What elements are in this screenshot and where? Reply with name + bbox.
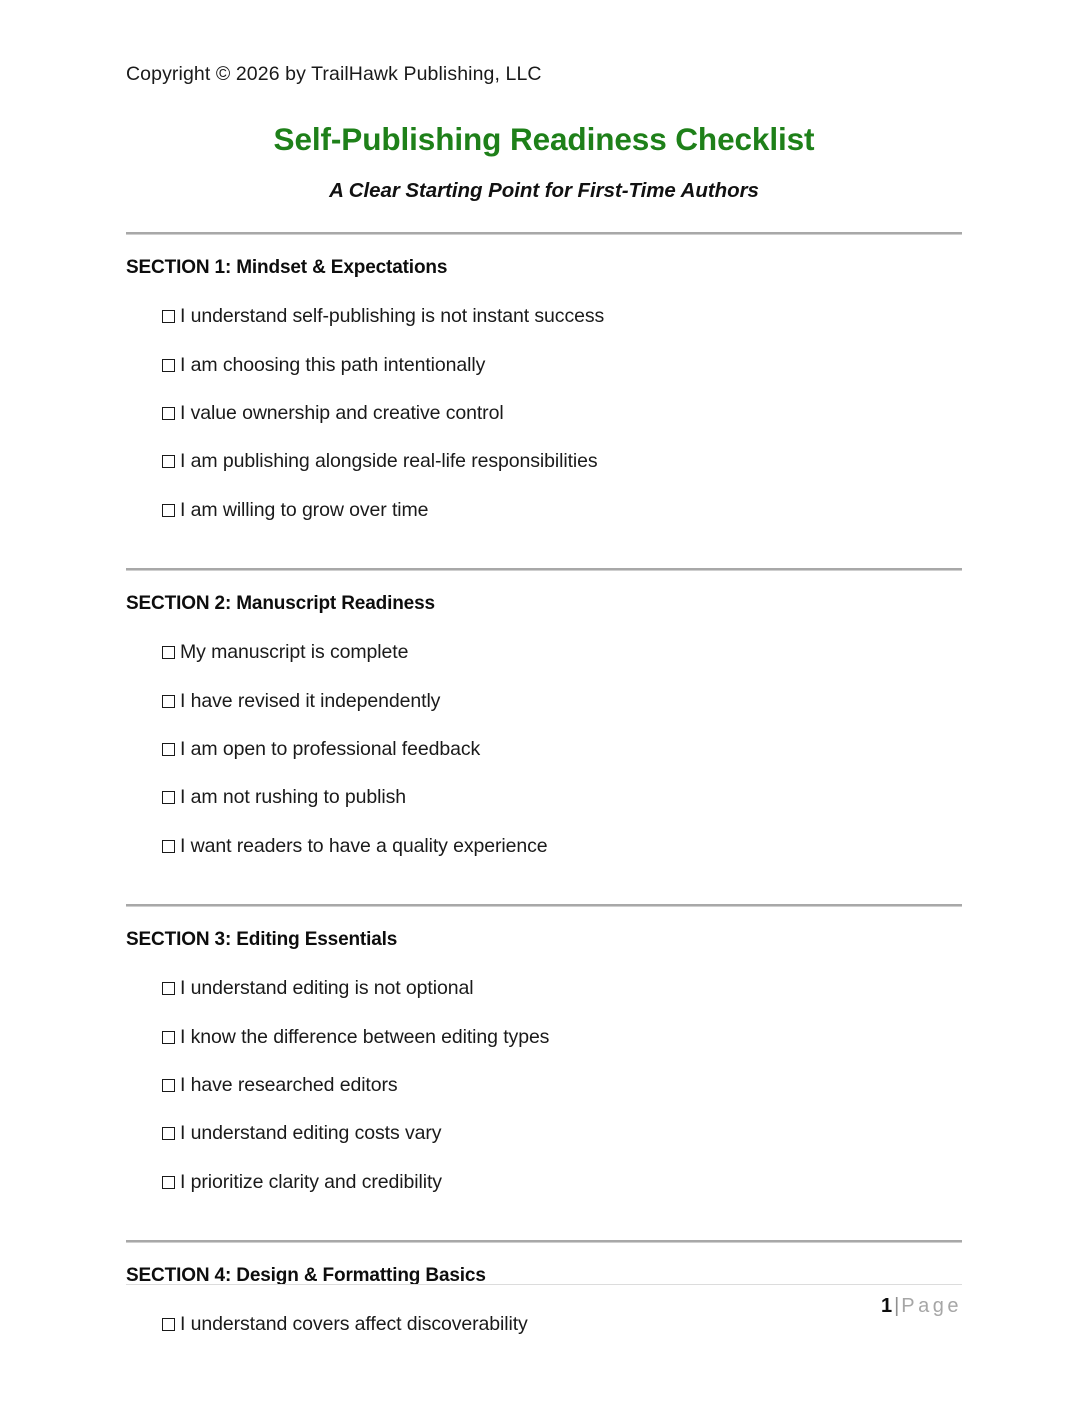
section-3-checklist [126, 977, 962, 1194]
unchecked-checkbox-icon[interactable] [162, 695, 175, 708]
checklist-item-label: I value ownership and creative control [180, 402, 504, 425]
checklist-item-label: I want readers to have a quality experience [180, 834, 548, 857]
checklist-item[interactable] [162, 1074, 962, 1097]
unchecked-checkbox-icon[interactable] [162, 407, 175, 420]
checklist-item-label: I am choosing this path intentionally [180, 353, 486, 376]
checklist-item-label: I know the difference between editing types [180, 1025, 550, 1048]
unchecked-checkbox-icon[interactable] [162, 743, 175, 756]
checklist-item-label: I am publishing alongside real-life responsibilities [180, 450, 598, 473]
checklist-item[interactable] [162, 835, 962, 858]
unchecked-checkbox-icon[interactable] [162, 1318, 175, 1331]
checklist-item[interactable] [162, 1122, 962, 1145]
section-1-checklist [126, 305, 962, 522]
spacer [126, 858, 962, 876]
section-3-heading: SECTION 3: Editing Essentials [126, 929, 398, 951]
checklist-item-label: I understand editing costs vary [180, 1122, 442, 1145]
unchecked-checkbox-icon[interactable] [162, 1176, 175, 1189]
checklist-item[interactable] [162, 402, 962, 425]
section-divider-1 [126, 568, 962, 571]
header-divider [126, 232, 962, 235]
unchecked-checkbox-icon[interactable] [162, 982, 175, 995]
page-subtitle: A Clear Starting Point for First-Time Authors [329, 178, 759, 202]
checklist-item[interactable] [162, 450, 962, 473]
document-body [126, 0, 962, 1337]
footer-page-indicator [126, 1294, 962, 1318]
unchecked-checkbox-icon[interactable] [162, 455, 175, 468]
unchecked-checkbox-icon[interactable] [162, 840, 175, 853]
checklist-item[interactable] [162, 305, 962, 328]
page-number: 1 [880, 1295, 893, 1317]
unchecked-checkbox-icon[interactable] [162, 1031, 175, 1044]
section-divider-3 [126, 1240, 962, 1243]
checklist-item[interactable] [162, 977, 962, 1000]
section-divider-2 [126, 904, 962, 907]
spacer [126, 522, 962, 540]
unchecked-checkbox-icon[interactable] [162, 359, 175, 372]
section-2-heading: SECTION 2: Manuscript Readiness [126, 593, 435, 615]
unchecked-checkbox-icon[interactable] [162, 504, 175, 517]
spacer [126, 1194, 962, 1212]
checklist-item[interactable] [162, 786, 962, 809]
unchecked-checkbox-icon[interactable] [162, 1079, 175, 1092]
unchecked-checkbox-icon[interactable] [162, 310, 175, 323]
checklist-item[interactable] [162, 738, 962, 761]
checklist-item-label: I am willing to grow over time [180, 498, 429, 521]
checklist-item-label: I am not rushing to publish [180, 786, 407, 809]
checklist-item-label: I am open to professional feedback [180, 738, 481, 761]
checklist-item-label: My manuscript is complete [180, 641, 409, 664]
page-separator: | [894, 1295, 900, 1317]
page-word-label: Page [901, 1295, 962, 1317]
section-2 [126, 593, 962, 858]
checklist-item[interactable] [162, 354, 962, 377]
section-3 [126, 929, 962, 1194]
section-1 [126, 257, 962, 522]
checklist-item-label: I have researched editors [180, 1073, 398, 1096]
copyright-line: Copyright © 2026 by TrailHawk Publishing, LLC [126, 63, 542, 85]
checklist-item[interactable] [162, 641, 962, 664]
checklist-item[interactable] [162, 690, 962, 713]
checklist-item-label: I prioritize clarity and credibility [180, 1170, 442, 1193]
unchecked-checkbox-icon[interactable] [162, 646, 175, 659]
unchecked-checkbox-icon[interactable] [162, 1127, 175, 1140]
section-2-checklist [126, 641, 962, 858]
page-title: Self-Publishing Readiness Checklist [273, 121, 815, 158]
checklist-item-label: I understand covers affect discoverability [180, 1313, 528, 1336]
section-1-heading: SECTION 1: Mindset & Expectations [126, 257, 448, 279]
checklist-item[interactable] [162, 1026, 962, 1049]
footer-divider [126, 1284, 962, 1285]
section-4-heading: SECTION 4: Design & Formatting Basics [126, 1265, 486, 1287]
checklist-item-label: I have revised it independently [180, 689, 441, 712]
checklist-item[interactable] [162, 499, 962, 522]
page-footer [126, 1284, 962, 1318]
unchecked-checkbox-icon[interactable] [162, 791, 175, 804]
checklist-item-label: I understand editing is not optional [180, 977, 474, 1000]
checklist-item[interactable] [162, 1171, 962, 1194]
checklist-item-label: I understand self-publishing is not instant success [180, 305, 605, 328]
